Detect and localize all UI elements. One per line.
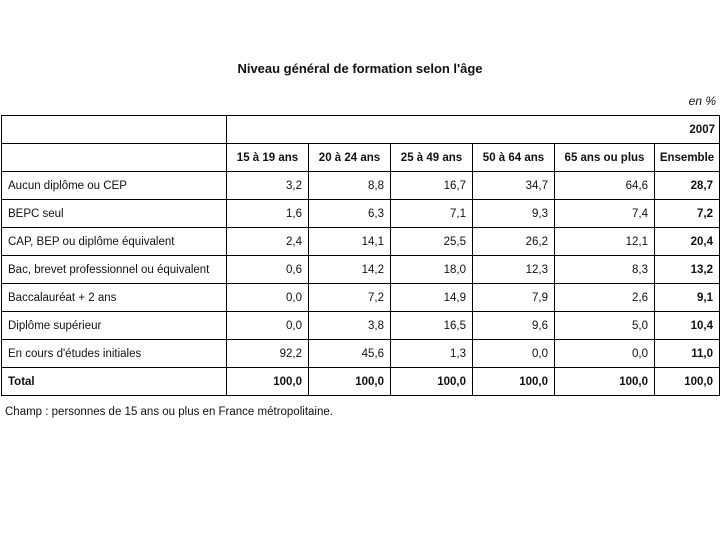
table-cell: 26,2 xyxy=(473,228,555,256)
column-header: 20 à 24 ans xyxy=(309,144,391,172)
table-row xyxy=(2,172,720,200)
column-header: 25 à 49 ans xyxy=(391,144,473,172)
row-label: CAP, BEP ou diplôme équivalent xyxy=(2,228,227,256)
row-label-header xyxy=(2,144,227,172)
table-cell: 12,3 xyxy=(473,256,555,284)
table-cell: 45,6 xyxy=(309,340,391,368)
table-cell: 5,0 xyxy=(555,312,655,340)
table-cell: 2,6 xyxy=(555,284,655,312)
table-cell: 10,4 xyxy=(655,312,720,340)
table-cell: 64,6 xyxy=(555,172,655,200)
table-cell: 2,4 xyxy=(227,228,309,256)
table-cell: 100,0 xyxy=(473,368,555,396)
unit-label: en % xyxy=(688,94,716,108)
table-row xyxy=(2,200,720,228)
table-row xyxy=(2,340,720,368)
table-cell: 100,0 xyxy=(227,368,309,396)
row-label: Diplôme supérieur xyxy=(2,312,227,340)
table-cell: 0,6 xyxy=(227,256,309,284)
table-cell: 9,3 xyxy=(473,200,555,228)
table-cell: 92,2 xyxy=(227,340,309,368)
row-label: Baccalauréat + 2 ans xyxy=(2,284,227,312)
column-header: Ensemble xyxy=(655,144,720,172)
table-cell: 8,8 xyxy=(309,172,391,200)
table-cell: 7,9 xyxy=(473,284,555,312)
row-label: BEPC seul xyxy=(2,200,227,228)
table-cell: 7,2 xyxy=(309,284,391,312)
table-title: Niveau général de formation selon l'âge xyxy=(237,61,483,76)
row-label: Bac, brevet professionnel ou équivalent xyxy=(2,256,227,284)
table-cell: 8,3 xyxy=(555,256,655,284)
table-cell: 16,7 xyxy=(391,172,473,200)
table-cell: 7,4 xyxy=(555,200,655,228)
year-header-row xyxy=(2,116,720,144)
table-cell: 6,3 xyxy=(309,200,391,228)
table-cell: 28,7 xyxy=(655,172,720,200)
table-cell: 25,5 xyxy=(391,228,473,256)
table-cell: 13,2 xyxy=(655,256,720,284)
table-cell: 1,3 xyxy=(391,340,473,368)
table-cell: 3,8 xyxy=(309,312,391,340)
table-cell: 14,1 xyxy=(309,228,391,256)
table-cell: 100,0 xyxy=(309,368,391,396)
table-row xyxy=(2,368,720,396)
table-row xyxy=(2,284,720,312)
row-label: Aucun diplôme ou CEP xyxy=(2,172,227,200)
table-cell: 34,7 xyxy=(473,172,555,200)
table-cell: 14,9 xyxy=(391,284,473,312)
table-cell: 100,0 xyxy=(555,368,655,396)
table-cell: 0,0 xyxy=(555,340,655,368)
table-cell: 16,5 xyxy=(391,312,473,340)
table-cell: 0,0 xyxy=(473,340,555,368)
table-row xyxy=(2,228,720,256)
table-cell: 14,2 xyxy=(309,256,391,284)
scope-note: Champ : personnes de 15 ans ou plus en France métropolitaine. xyxy=(5,406,333,418)
table-cell: 9,6 xyxy=(473,312,555,340)
table-cell: 11,0 xyxy=(655,340,720,368)
table-cell: 20,4 xyxy=(655,228,720,256)
table-cell: 7,2 xyxy=(655,200,720,228)
column-header-row xyxy=(2,144,720,172)
corner-cell xyxy=(2,116,227,144)
table-row xyxy=(2,312,720,340)
row-label: En cours d'études initiales xyxy=(2,340,227,368)
table-cell: 7,1 xyxy=(391,200,473,228)
table-body xyxy=(2,172,720,396)
table-cell: 3,2 xyxy=(227,172,309,200)
table-cell: 100,0 xyxy=(391,368,473,396)
table-cell: 1,6 xyxy=(227,200,309,228)
row-label: Total xyxy=(2,368,227,396)
column-header: 50 à 64 ans xyxy=(473,144,555,172)
column-header: 15 à 19 ans xyxy=(227,144,309,172)
education-table xyxy=(1,115,720,396)
table-cell: 0,0 xyxy=(227,284,309,312)
table-cell: 0,0 xyxy=(227,312,309,340)
table-row xyxy=(2,256,720,284)
column-header: 65 ans ou plus xyxy=(555,144,655,172)
table-cell: 12,1 xyxy=(555,228,655,256)
table-cell: 100,0 xyxy=(655,368,720,396)
year-header: 2007 xyxy=(227,116,720,144)
table-cell: 18,0 xyxy=(391,256,473,284)
table-cell: 9,1 xyxy=(655,284,720,312)
